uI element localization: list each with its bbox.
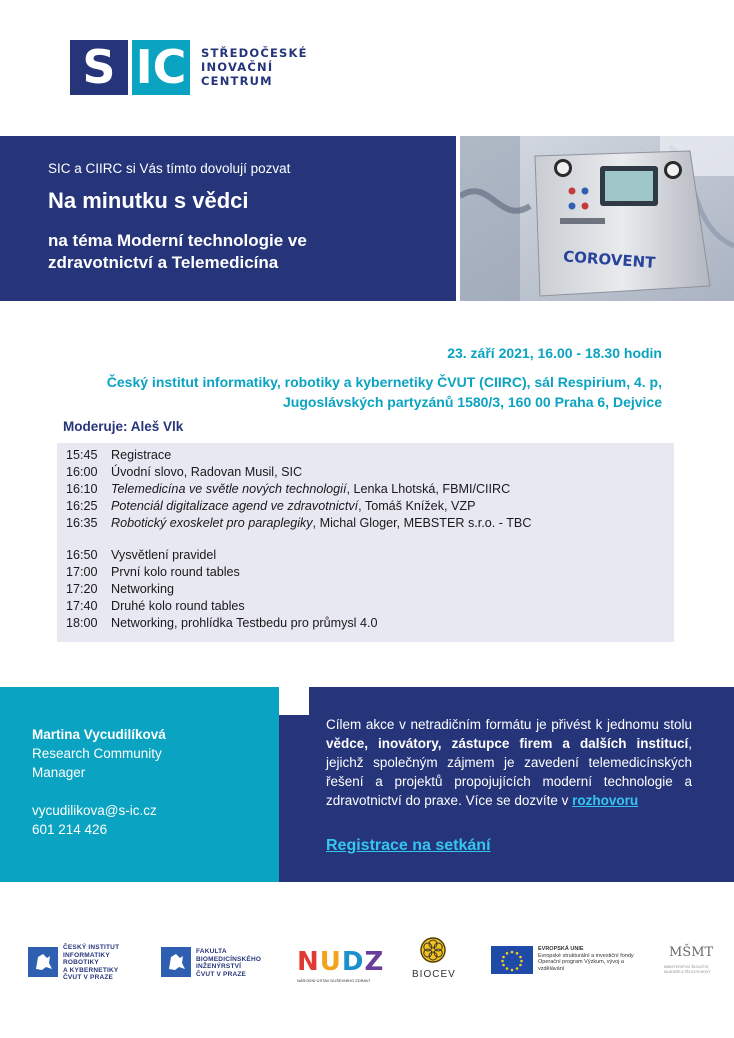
fbmi-name-line: BIOMEDICÍNSKÉHO (196, 955, 262, 963)
hero-title: Na minutku s vědci (48, 188, 249, 213)
contact-email[interactable]: vycudilikova@s-ic.cz (32, 803, 157, 818)
programme-row (66, 615, 377, 632)
fbmi-name-line: INŽENÝRSTVÍ (196, 963, 242, 970)
programme-time: 16:35 (66, 516, 98, 530)
contact-info (32, 725, 166, 839)
logo-s-box: S (70, 40, 128, 95)
programme-box (57, 443, 674, 642)
programme-time: 16:00 (66, 465, 98, 479)
programme-row (66, 581, 174, 598)
programme-title: Registrace (111, 448, 172, 462)
programme-row (66, 547, 216, 564)
description-text: , jejichž společným zájmem je zavedení telemedicínských řešení a projektů propojujících moderní technologie a zdravotnictví do praxe. Více se dozvíte v (326, 736, 692, 808)
ciirc-name-line: INFORMATIKY (63, 951, 110, 959)
programme-time: 17:20 (66, 582, 98, 596)
band-divider (279, 715, 309, 882)
venue-line: Jugoslávských partyzánů 1580/3, 160 00 Praha 6, Dejvice (283, 394, 662, 410)
programme-time: 17:00 (66, 565, 98, 579)
programme-title: Druhé kolo round tables (111, 599, 245, 613)
czech-lion-icon (28, 947, 58, 977)
ventilator-illustration (460, 136, 734, 301)
moderator: Moderuje: Aleš Vlk (63, 419, 184, 434)
description-text: Cílem akce v netradičním formátu je přivést k jednomu stolu (326, 717, 692, 732)
ciirc-name-line: A KYBERNETIKY (63, 966, 119, 974)
programme-time: 15:45 (66, 448, 98, 462)
hero-invite: SIC a CIIRC si Vás tímto dovolují pozvat (48, 161, 291, 176)
interview-link[interactable]: rozhovoru (572, 793, 639, 808)
fbmi-name (196, 948, 261, 978)
contact-phone: 601 214 426 (32, 822, 108, 837)
programme-title: Networking, prohlídka Testbedu pro průmysl 4.0 (111, 616, 378, 630)
event-description (326, 715, 692, 810)
programme-title: První kolo round tables (111, 565, 240, 579)
biocev-wordmark: BIOCEV (412, 969, 456, 980)
biocev-flower-icon (418, 935, 448, 965)
registration (326, 837, 491, 855)
programme-title: Networking (111, 582, 174, 596)
event-date: 23. září 2021, 16.00 - 18.30 hodin (447, 345, 662, 361)
hero-banner (0, 136, 456, 301)
ventilator-photo (460, 136, 734, 301)
venue-line: Český institut informatiky, robotiky a kybernetiky ČVUT (CIIRC), sál Respirium, 4. p, (106, 374, 662, 390)
programme-row (66, 464, 302, 481)
programme-title: Potenciál digitalizace agend ve zdravotnictví (111, 499, 359, 513)
biocev-logo (410, 935, 455, 983)
programme-title: Telemedicína ve světle nových technologií (111, 482, 347, 496)
nudz-subtitle: NÁRODNÍ ÚSTAV DUŠEVNÍHO ZDRAVÍ (297, 978, 370, 983)
ciirc-name-line: ROBOTIKY (63, 959, 99, 966)
logo-name-line: CENTRUM (201, 74, 273, 88)
ciirc-name-line: ČVUT V PRAZE (63, 974, 114, 981)
contact-role: Research Community (32, 746, 162, 761)
ciirc-logo (28, 943, 150, 983)
description-highlight: vědce, inovátory, zástupce firem a dalších institucí (326, 736, 689, 751)
programme-detail: , Michal Gloger, MEBSTER s.r.o. - TBC (312, 516, 532, 530)
eu-text (538, 946, 651, 972)
nudz-logo (297, 943, 385, 983)
msmt-logo (664, 943, 714, 983)
eu-flag-icon (491, 946, 533, 974)
ciirc-name (63, 944, 119, 982)
fbmi-name-line: ČVUT V PRAZE (196, 970, 247, 978)
programme-row (66, 598, 245, 615)
eu-logo (491, 943, 651, 983)
registration-link[interactable]: Registrace na setkání (326, 837, 491, 854)
eu-text-line: Operační program Výzkum, vývoj a vzdělávání (538, 959, 624, 972)
programme-title: Robotický exoskelet pro paraplegiky (111, 516, 313, 530)
contact-name: Martina Vycudilíková (32, 727, 166, 742)
programme-row (66, 564, 240, 581)
eu-text-line: Evropské strukturální a investiční fondy (538, 952, 634, 959)
eu-text-line: EVROPSKÁ UNIE (538, 946, 584, 952)
logo-name (201, 46, 308, 88)
programme-title: Vysvětlení pravidel (111, 548, 217, 562)
programme-time: 18:00 (66, 616, 98, 630)
programme-detail: , Lenka Lhotská, FBMI/CIIRC (346, 482, 511, 496)
programme-row (66, 447, 171, 464)
programme-row (66, 515, 531, 532)
logo-ic-box: IC (132, 40, 190, 95)
programme-time: 16:50 (66, 548, 98, 562)
programme-time: 17:40 (66, 599, 98, 613)
programme-time: 16:25 (66, 499, 98, 513)
msmt-wordmark: MŠMT (669, 945, 714, 960)
event-venue (42, 372, 662, 412)
msmt-subtitle: MINISTERSTVO ŠKOLSTVÍ, MLÁDEŽE A TĚLOVÝCHOVY (664, 965, 711, 974)
programme-detail: , Tomáš Knížek, VZP (358, 499, 476, 513)
czech-lion-icon (161, 947, 191, 977)
sic-logo (70, 40, 310, 95)
programme-time: 16:10 (66, 482, 98, 496)
programme-row (66, 498, 475, 515)
programme-row (66, 481, 510, 498)
ciirc-name-line: ČESKÝ INSTITUT (63, 944, 120, 951)
hero-subtitle: na téma Moderní technologie ve zdravotnictví a Telemedicína (48, 231, 307, 272)
fbmi-name-line: FAKULTA (196, 948, 227, 955)
corovent-label: COROVENT (562, 247, 656, 272)
fbmi-logo (161, 943, 283, 983)
nudz-wordmark: NUDZ (297, 947, 385, 977)
logo-name-line: INOVAČNÍ (201, 60, 274, 74)
contact-role: Manager (32, 765, 86, 780)
logo-name-line: STŘEDOČESKÉ (201, 46, 308, 60)
programme-title: Úvodní slovo, Radovan Musil, SIC (111, 465, 303, 479)
